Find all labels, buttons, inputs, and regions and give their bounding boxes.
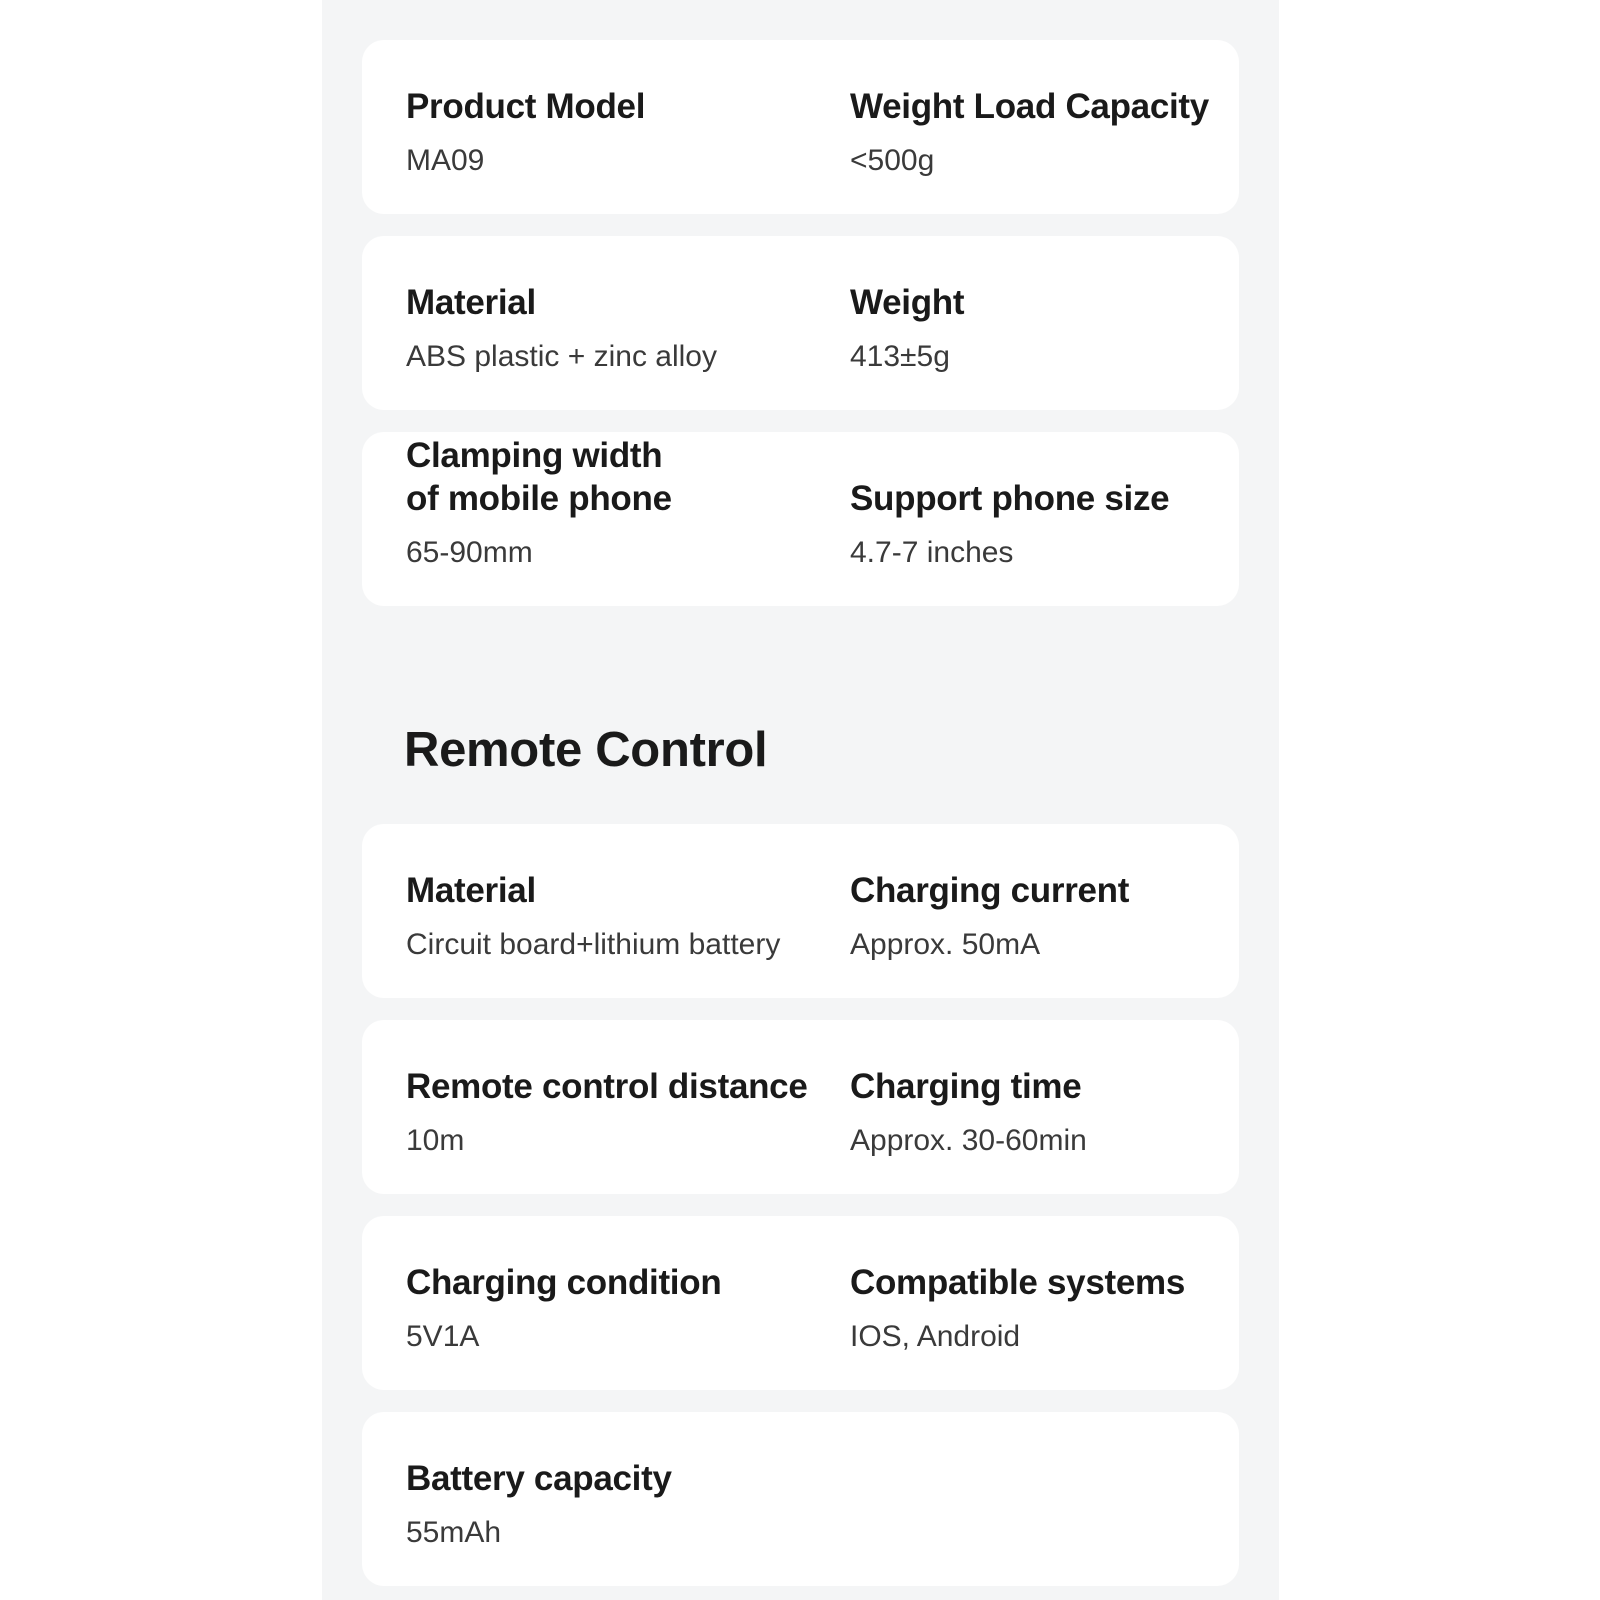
spec-label: Charging current (850, 871, 1130, 910)
spec-label: Clamping width of mobile phone (406, 436, 672, 518)
spec-card-rc-battery (362, 1412, 1239, 1586)
spec-label: Product Model (406, 87, 646, 126)
section-title-remote-control: Remote Control (404, 723, 768, 777)
spec-label: Support phone size (850, 479, 1170, 518)
spec-label: Remote control distance (406, 1067, 808, 1106)
spec-label: Battery capacity (406, 1459, 672, 1498)
spec-value: MA09 (406, 144, 485, 177)
spec-value: 4.7-7 inches (850, 536, 1014, 569)
spec-value: ABS plastic + zinc alloy (406, 340, 717, 373)
spec-card-model (362, 40, 1239, 214)
spec-item-rc-material (406, 824, 846, 998)
spec-item-support-phone-size (850, 432, 1290, 606)
spec-label: Charging condition (406, 1263, 722, 1302)
spec-item-weight (850, 236, 1290, 410)
spec-value: Circuit board+lithium battery (406, 928, 781, 961)
spec-item-weight-load-capacity (850, 40, 1290, 214)
spec-item-material (406, 236, 846, 410)
spec-label: Weight Load Capacity (850, 87, 1209, 126)
spec-panel (322, 0, 1279, 1600)
spec-value: 65-90mm (406, 536, 533, 569)
spec-card-clamping (362, 432, 1239, 606)
spec-item-charging-condition (406, 1216, 846, 1390)
spec-item-compatible-systems (850, 1216, 1290, 1390)
spec-label: Compatible systems (850, 1263, 1185, 1302)
spec-item-clamping-width (406, 432, 846, 606)
spec-item-remote-control-distance (406, 1020, 846, 1194)
spec-label: Weight (850, 283, 965, 322)
spec-item-charging-time (850, 1020, 1290, 1194)
spec-value: Approx. 30-60min (850, 1124, 1087, 1157)
spec-card-material (362, 236, 1239, 410)
spec-item-battery-capacity (406, 1412, 846, 1586)
spec-card-rc-charging (362, 1216, 1239, 1390)
spec-item-charging-current (850, 824, 1290, 998)
spec-value: <500g (850, 144, 935, 177)
spec-label: Charging time (850, 1067, 1082, 1106)
spec-item-product-model (406, 40, 846, 214)
spec-value: 10m (406, 1124, 465, 1157)
spec-value: 55mAh (406, 1516, 502, 1549)
spec-label: Material (406, 283, 536, 322)
spec-value: Approx. 50mA (850, 928, 1041, 961)
spec-card-rc-distance (362, 1020, 1239, 1194)
spec-card-rc-material (362, 824, 1239, 998)
spec-label: Material (406, 871, 536, 910)
spec-value: 413±5g (850, 340, 950, 373)
spec-value: 5V1A (406, 1320, 480, 1353)
spec-value: IOS, Android (850, 1320, 1021, 1353)
